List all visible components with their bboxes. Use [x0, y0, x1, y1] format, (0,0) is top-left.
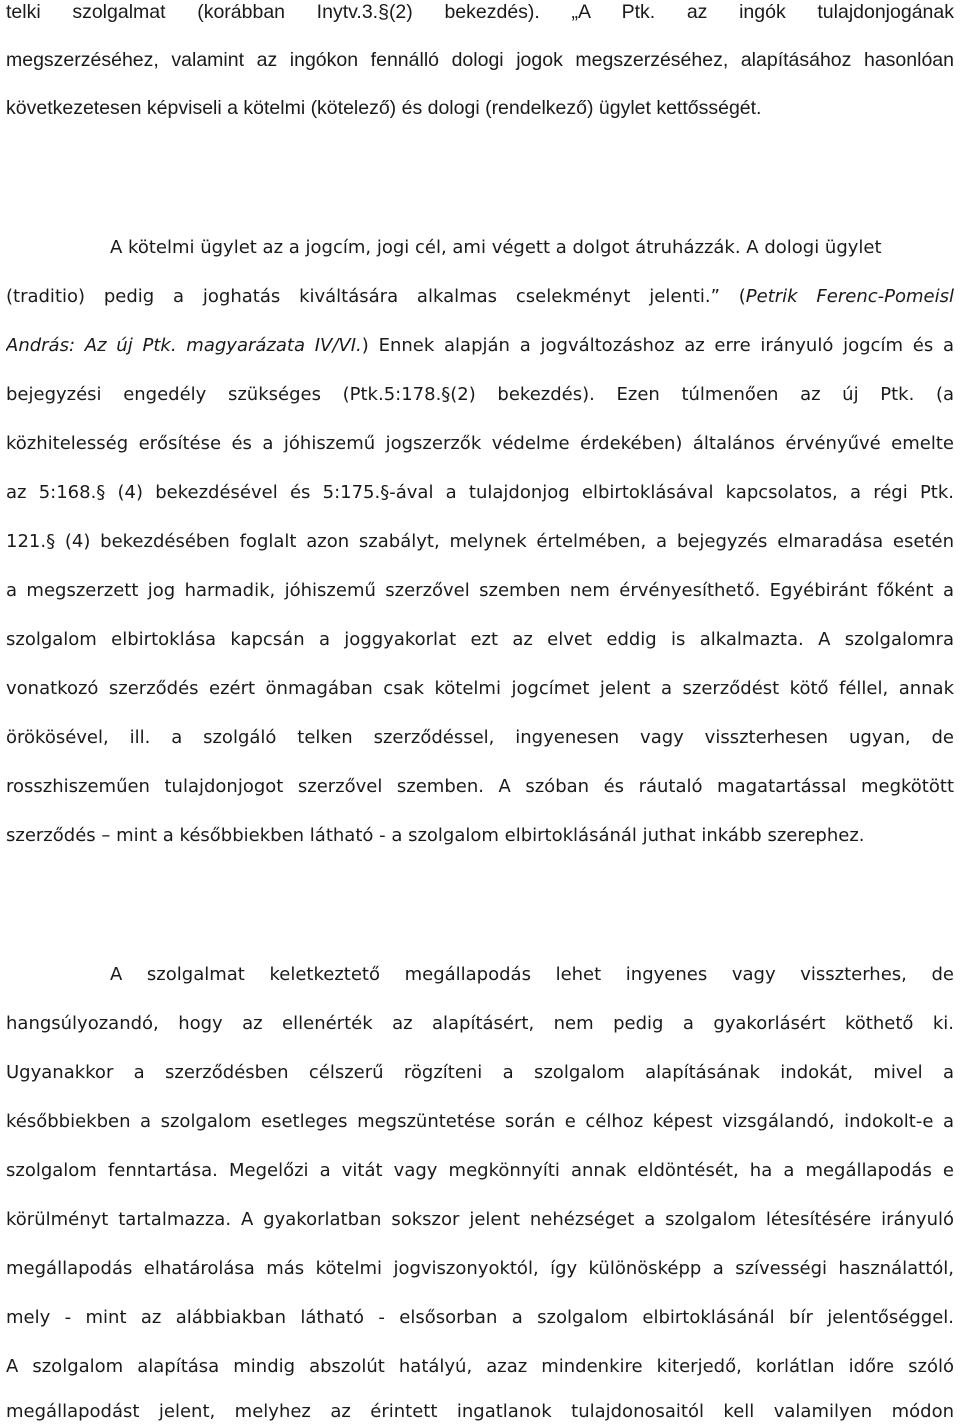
text-line: mely - mint az alábbiakban látható - elsősorban a szolgalom elbirtoklásánál bír jelentőséggel.: [6, 1307, 954, 1328]
citation: Petrik Ferenc-Pomeisl: [745, 286, 954, 307]
text-line: Ugyanakkor a szerződésben célszerű rögzíteni a szolgalom alapításának indokát, mivel a: [6, 1062, 954, 1083]
text-line: megállapodást jelent, melyhez az érintett ingatlanok tulajdonosaitól kell valamilyen módon: [6, 1401, 954, 1422]
text-line: szolgalom fenntartása. Megelőzi a vitát vagy megkönnyíti annak eldöntését, ha a megállapodás e: [6, 1160, 954, 1181]
text-line: A kötelmi ügylet az a jogcím, jogi cél, ami végett a dolgot átruházzák. A dologi ügylet: [110, 237, 882, 258]
text-line: [6, 334, 954, 358]
text-line: A szolgalmat keletkeztető megállapodás lehet ingyenes vagy visszterhes, de: [110, 964, 954, 985]
text-line: [6, 285, 954, 309]
text-line: szerződés – mint a későbbiekben látható - a szolgalom elbirtoklásánál juthat inkább szerephez.: [6, 825, 865, 846]
text-line: későbbiekben a szolgalom esetleges megszüntetése során e célhoz képest vizsgálandó, indokolt-e a: [6, 1111, 954, 1132]
text-line: bejegyzési engedély szükséges (Ptk.5:178.§(2) bekezdés). Ezen túlmenően az új Ptk. (a: [6, 384, 954, 405]
text-line: megállapodás elhatárolása más kötelmi jogviszonyoktól, így különösképp a szívességi használattól,: [6, 1258, 954, 1279]
text-line: telki szolgalmat (korábban Inytv.3.§(2) bekezdés). „A Ptk. az ingók tulajdonjogának: [6, 1, 954, 23]
text-line: hangsúlyozandó, hogy az ellenérték az alapításért, nem pedig a gyakorlásért köthető ki.: [6, 1013, 954, 1034]
text-line: A szolgalom alapítása mindig abszolút hatályú, azaz mindenkire kiterjedő, korlátlan időre szóló: [6, 1356, 954, 1377]
text-segment: ) Ennek alapján a jogváltozáshoz az erre irányuló jogcím és a: [361, 335, 954, 356]
text-line: 121.§ (4) bekezdésében foglalt azon szabályt, melynek értelmében, a bejegyzés elmaradása esetén: [6, 531, 954, 552]
text-line: a megszerzett jog harmadik, jóhiszemű szerzővel szemben nem érvényesíthető. Egyébiránt főként a: [6, 580, 954, 601]
text-line: megszerzéséhez, valamint az ingókon fennálló dologi jogok megszerzéséhez, alapításához hasonlóan: [6, 49, 954, 71]
text-segment: (traditio) pedig a joghatás kiváltására alkalmas cselekményt jelenti.” (: [6, 286, 746, 307]
text-line: az 5:168.§ (4) bekezdésével és 5:175.§-ával a tulajdonjog elbirtoklásával kapcsolatos, a régi Ptk.: [6, 482, 954, 503]
text-line: rosszhiszeműen tulajdonjogot szerzővel szemben. A szóban és ráutaló magatartással megkötött: [6, 776, 954, 797]
text-line: közhitelesség erősítése és a jóhiszemű jogszerzők védelme érdekében) általános érvényűvé emelte: [6, 433, 954, 454]
text-line: szolgalom elbirtoklása kapcsán a joggyakorlat ezt az elvet eddig is alkalmazta. A szolgalomra: [6, 629, 954, 650]
text-line: körülményt tartalmazza. A gyakorlatban sokszor jelent nehézséget a szolgalom létesítésére irányuló: [6, 1209, 954, 1230]
citation: András: Az új Ptk. magyarázata IV/VI.: [6, 335, 362, 356]
text-line: következetesen képviseli a kötelmi (kötelező) és dologi (rendelkező) ügylet kettősségét.: [6, 97, 762, 119]
text-line: vonatkozó szerződés ezért önmagában csak kötelmi jogcímet jelent a szerződést kötő féllel, annak: [6, 678, 954, 699]
text-line: örökösével, ill. a szolgáló telken szerződéssel, ingyenesen vagy visszterhesen ugyan, de: [6, 727, 954, 748]
